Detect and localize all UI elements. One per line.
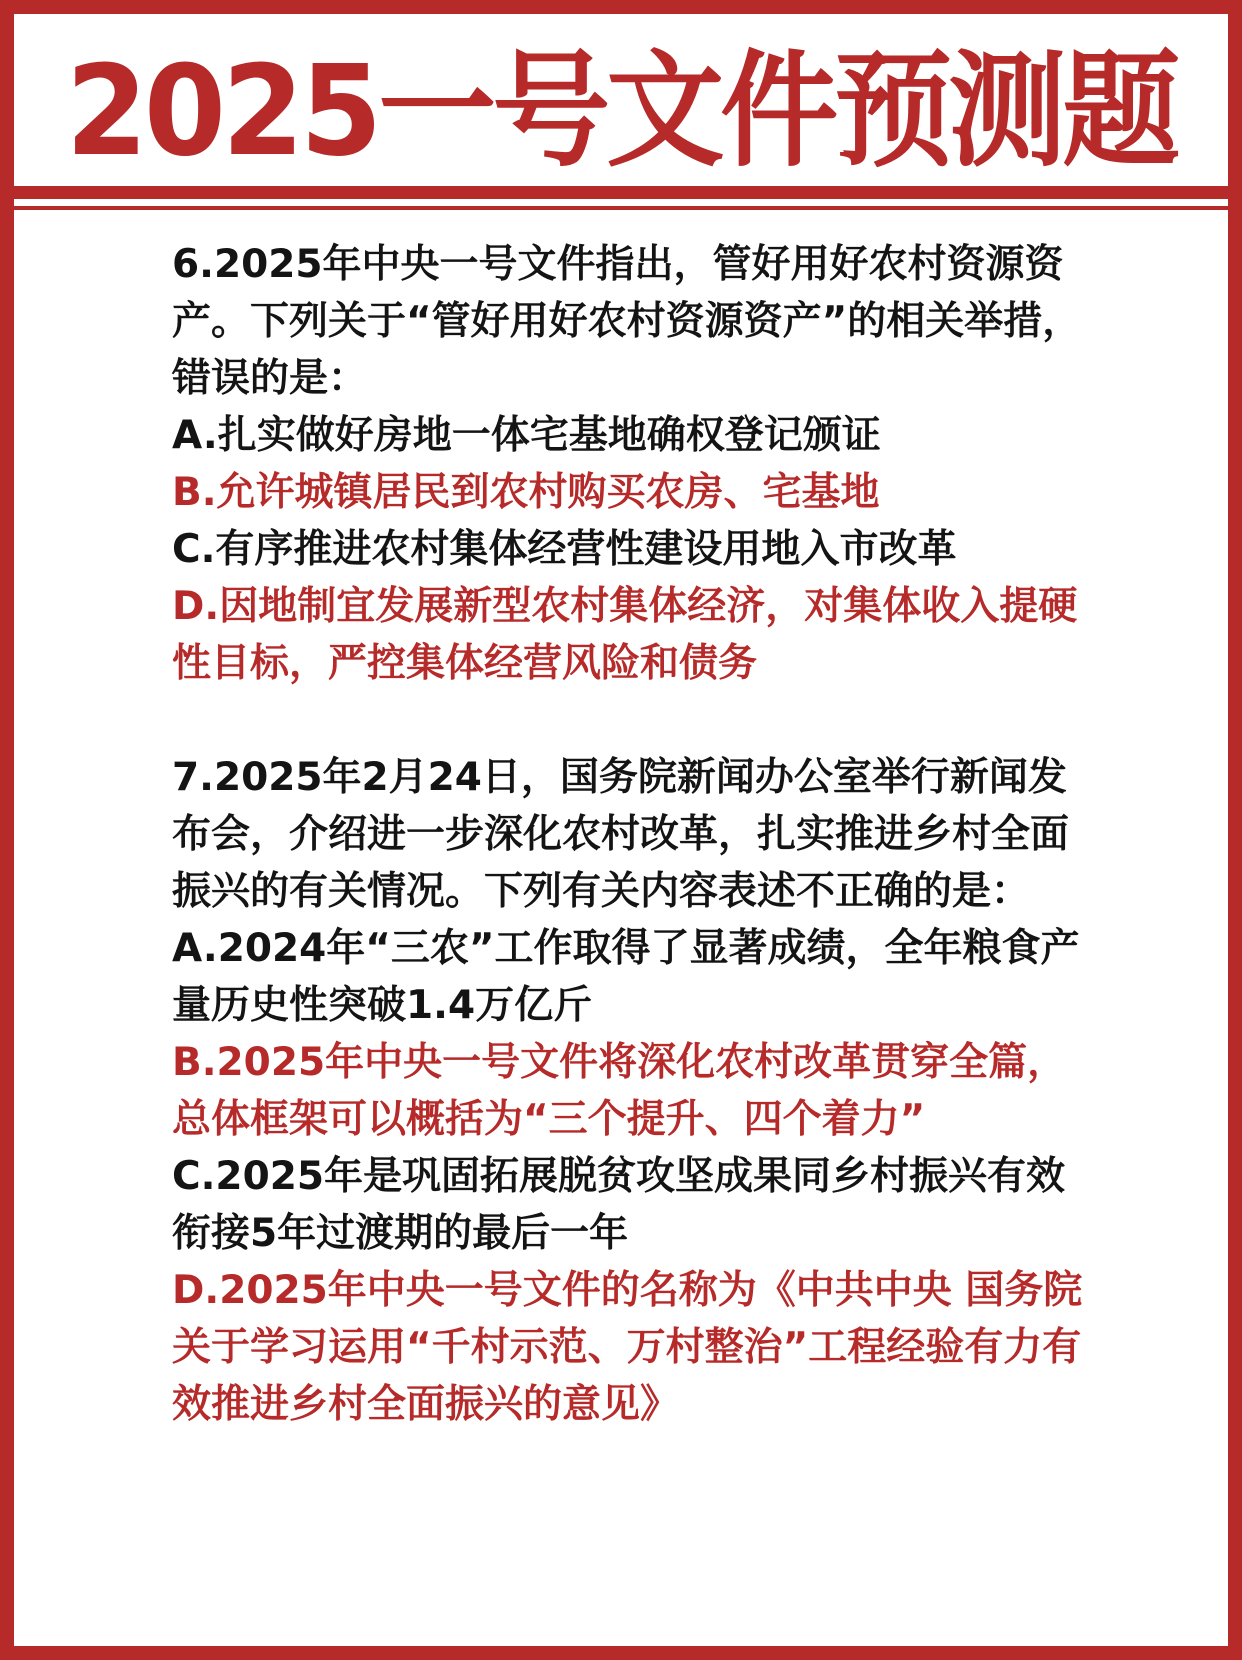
page-inner [14, 14, 1228, 1646]
option-a: A.扎实做好房地一体宅基地确权登记颁证 [172, 413, 881, 458]
title-banner [14, 14, 1228, 186]
title-divider-thin [14, 206, 1228, 210]
option-b: B.允许城镇居民到农村购买农房、宅基地 [172, 470, 880, 515]
question-stem: 6.2025年中央一号文件指出，管好用好农村资源资产。下列关于“管好用好农村资源资产”的相关举措，错误的是： [172, 242, 1082, 401]
question-7 [172, 749, 1092, 1433]
title-divider-thick [14, 186, 1228, 199]
question-spacer [172, 692, 1092, 749]
question-6 [172, 236, 1092, 692]
option-d: D.因地制宜发展新型农村集体经济，对集体收入提硬性目标，严控集体经营风险和债务 [172, 584, 1078, 686]
question-stem: 7.2025年2月24日，国务院新闻办公室举行新闻发布会，介绍进一步深化农村改革，扎实推进乡村全面振兴的有关情况。下列有关内容表述不正确的是： [172, 755, 1070, 914]
question-list [172, 236, 1092, 1433]
page-title: 2025一号文件预测题 [65, 37, 1177, 184]
option-a: A.2024年“三农”工作取得了显著成绩，全年粮食产量历史性突破1.4万亿斤 [172, 926, 1080, 1028]
option-d: D.2025年中央一号文件的名称为《中共中央 国务院关于学习运用“千村示范、万村整治”工程经验有力有效推进乡村全面振兴的意见》 [172, 1268, 1083, 1427]
option-c: C.有序推进农村集体经营性建设用地入市改革 [172, 527, 957, 572]
option-b: B.2025年中央一号文件将深化农村改革贯穿全篇，总体框架可以概括为“三个提升、四个着力” [172, 1040, 1067, 1142]
option-c: C.2025年是巩固拓展脱贫攻坚成果同乡村振兴有效衔接5年过渡期的最后一年 [172, 1154, 1065, 1256]
